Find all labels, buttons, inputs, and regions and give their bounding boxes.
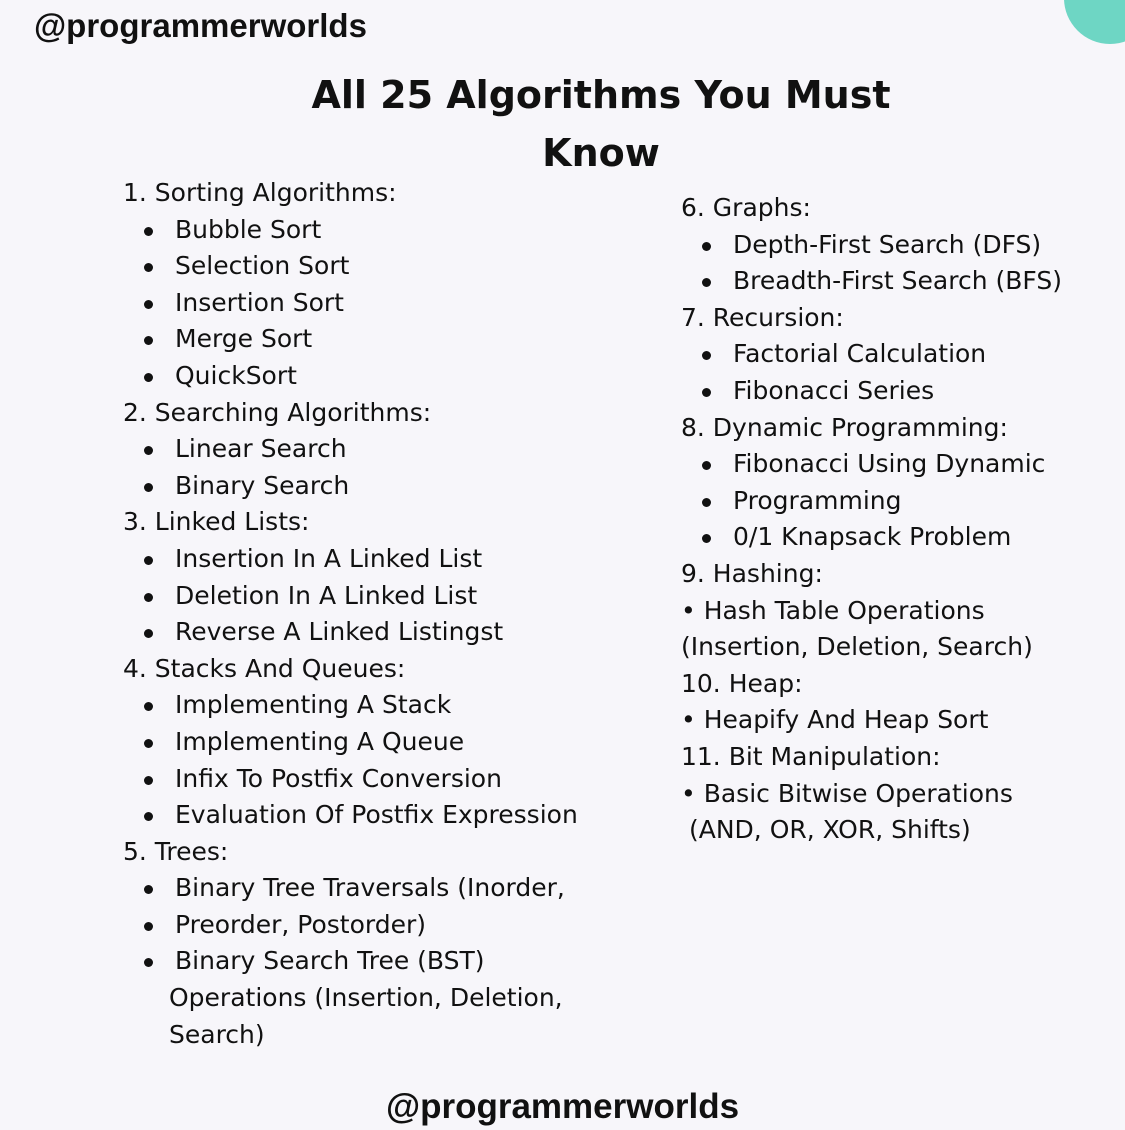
list-line: (AND, OR, XOR, Shifts) [689, 815, 971, 845]
section-title: 7. Recursion: [681, 302, 844, 332]
bullet-icon [702, 534, 711, 543]
right-column [681, 190, 1121, 849]
bullet-icon [144, 336, 153, 345]
list-item: 0/1 Knapsack Problem [681, 519, 1121, 556]
list-item: Reverse A Linked Listingst [123, 614, 683, 651]
section-title: 2. Searching Algorithms: [123, 397, 432, 427]
section-graphs [681, 190, 1121, 300]
section-title: 6. Graphs: [681, 193, 811, 222]
list-line: (Insertion, Deletion, Search) [681, 632, 1033, 662]
bullet-icon [144, 300, 153, 309]
list-item: Deletion In A Linked List [123, 578, 683, 615]
corner-accent-circle [1064, 0, 1125, 44]
bullet-icon [144, 885, 153, 894]
section-title: 3. Linked Lists: [123, 507, 310, 537]
bullet-icon [702, 498, 711, 507]
section-sorting [123, 175, 683, 395]
section-linked-lists [123, 504, 683, 650]
bullet-icon [702, 388, 711, 397]
section-title: 10. Heap: [681, 668, 803, 698]
section-trees [123, 834, 683, 1054]
list-item: Preorder, Postorder) [123, 907, 683, 944]
list-item: Depth-First Search (DFS) [681, 227, 1121, 264]
list-item: Fibonacci Using Dynamic [681, 446, 1121, 483]
bullet-icon [144, 629, 153, 638]
bullet-icon [144, 776, 153, 785]
list-item: Factorial Calculation [681, 336, 1121, 373]
list-item: Insertion In A Linked List [123, 541, 683, 578]
list-item: Implementing A Queue [123, 724, 683, 761]
bullet-icon [144, 227, 153, 236]
list-line: • Hash Table Operations [681, 595, 985, 625]
bullet-icon [144, 922, 153, 931]
left-column [123, 175, 683, 1053]
list-item: Programming [681, 483, 1121, 520]
page-title [300, 66, 902, 182]
bullet-icon [702, 351, 711, 360]
list-item: Binary Search Tree (BST) [123, 943, 683, 980]
list-item: Binary Search [123, 468, 683, 505]
section-bit-manipulation [681, 739, 1121, 849]
section-searching [123, 395, 683, 505]
section-title: 4. Stacks And Queues: [123, 653, 406, 683]
bullet-icon [144, 958, 153, 967]
list-line: • Heapify And Heap Sort [681, 705, 989, 735]
section-title: 8. Dynamic Programming: [681, 412, 1008, 442]
bullet-icon [144, 702, 153, 711]
title-line-2: Know [542, 131, 660, 175]
section-title: 5. Trees: [123, 836, 229, 866]
bullet-icon [144, 446, 153, 455]
list-item: Insertion Sort [123, 285, 683, 322]
list-item: Fibonacci Series [681, 373, 1121, 410]
section-stacks-queues [123, 651, 683, 834]
list-item: Selection Sort [123, 248, 683, 285]
bullet-icon [144, 373, 153, 382]
top-handle: @programmerworlds [34, 7, 367, 44]
list-item: Infix To Postfix Conversion [123, 761, 683, 798]
bullet-icon [144, 483, 153, 492]
bullet-icon [144, 812, 153, 821]
list-item: Linear Search [123, 431, 683, 468]
bullet-icon [144, 556, 153, 565]
section-title: 1. Sorting Algorithms: [123, 178, 397, 207]
bullet-icon [702, 242, 711, 251]
list-item: Binary Tree Traversals (Inorder, [123, 870, 683, 907]
bullet-icon [702, 278, 711, 287]
bullet-icon [144, 739, 153, 748]
list-item-continuation: Search) [169, 1019, 265, 1049]
title-line-1: All 25 Algorithms You Must [311, 73, 891, 117]
list-line: • Basic Bitwise Operations [681, 778, 1013, 808]
section-dynamic-programming [681, 410, 1121, 556]
bullet-icon [144, 593, 153, 602]
section-recursion [681, 300, 1121, 410]
section-hashing [681, 556, 1121, 666]
bullet-icon [702, 461, 711, 470]
section-title: 11. Bit Manipulation: [681, 741, 941, 771]
list-item: Evaluation Of Postfix Expression [123, 797, 683, 834]
bullet-icon [144, 263, 153, 272]
list-item: Implementing A Stack [123, 687, 683, 724]
section-title: 9. Hashing: [681, 558, 823, 588]
list-item: Bubble Sort [123, 212, 683, 249]
bottom-handle: @programmerworlds [385, 1087, 740, 1126]
list-item: Merge Sort [123, 321, 683, 358]
list-item-continuation: Operations (Insertion, Deletion, [169, 983, 563, 1013]
list-item: QuickSort [123, 358, 683, 395]
section-heap [681, 666, 1121, 739]
list-item: Breadth-First Search (BFS) [681, 263, 1121, 300]
